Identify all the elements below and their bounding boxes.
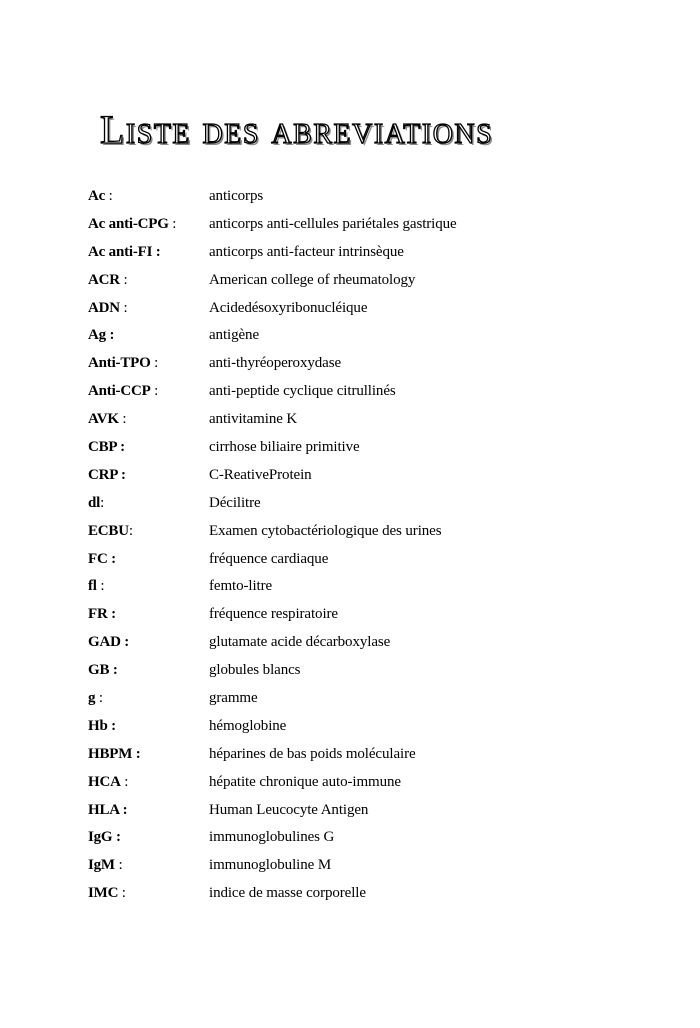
abbreviation-term: Ac anti-FI : bbox=[88, 243, 161, 260]
abbreviation-term: Anti-TPO : bbox=[88, 355, 159, 372]
abbreviation-term: Ag : bbox=[88, 327, 115, 344]
abbreviation-definition: fréquence respiratoire bbox=[209, 606, 338, 623]
abbreviation-definition: femto-litre bbox=[209, 578, 273, 595]
abbreviation-row bbox=[88, 628, 648, 656]
abbreviation-term: g : bbox=[88, 690, 103, 707]
abbreviation-term: FR : bbox=[88, 606, 116, 623]
abbreviation-separator: : bbox=[118, 885, 126, 902]
abbreviation-separator: : bbox=[96, 578, 105, 595]
abbreviation-term: ECBU: bbox=[88, 522, 133, 539]
abbreviation-row bbox=[88, 545, 648, 573]
abbreviation-definition: indice de masse corporelle bbox=[209, 885, 366, 902]
abbreviation-row bbox=[88, 823, 648, 851]
abbreviation-term: GAD : bbox=[88, 634, 130, 651]
abbreviation-definition: immunoglobulines G bbox=[209, 829, 335, 846]
abbreviation-definition: globules blancs bbox=[209, 662, 301, 679]
abbreviation-definition: fréquence cardiaque bbox=[209, 550, 329, 567]
abbreviation-definition: Human Leucocyte Antigen bbox=[209, 801, 369, 818]
abbreviation-row bbox=[88, 740, 648, 768]
abbreviation-definition: anti-peptide cyclique citrullinés bbox=[209, 383, 396, 400]
abbreviation-separator: : bbox=[119, 271, 128, 288]
abbreviation-separator: : bbox=[168, 215, 177, 232]
abbreviation-row bbox=[88, 712, 648, 740]
abbreviation-row bbox=[88, 321, 648, 349]
abbreviation-term: HCA : bbox=[88, 773, 129, 790]
abbreviation-definition: anticorps bbox=[209, 188, 264, 204]
abbreviation-definition: Décilitre bbox=[209, 494, 261, 511]
abbreviation-term: GB : bbox=[88, 662, 118, 679]
abbreviation-row bbox=[88, 796, 648, 824]
abbreviation-row bbox=[88, 377, 648, 405]
abbreviation-term: HLA : bbox=[88, 801, 128, 818]
abbreviation-definition: hépatite chronique auto-immune bbox=[209, 773, 401, 790]
abbreviation-row bbox=[88, 600, 648, 628]
abbreviation-row bbox=[88, 294, 648, 322]
abbreviation-row bbox=[88, 489, 648, 517]
abbreviation-term: Ac : bbox=[88, 188, 113, 204]
abbreviation-definition: C-ReativeProtein bbox=[209, 466, 312, 483]
abbreviation-row bbox=[88, 851, 648, 879]
abbreviation-term: Ac anti-CPG : bbox=[88, 215, 177, 232]
abbreviation-term: fl : bbox=[88, 578, 105, 595]
abbreviation-term: AVK : bbox=[88, 411, 127, 428]
abbreviation-row bbox=[88, 879, 648, 907]
abbreviation-definition: anti-thyréoperoxydase bbox=[209, 355, 342, 372]
abbreviation-row bbox=[88, 768, 648, 796]
abbreviation-definition: gramme bbox=[209, 690, 258, 707]
abbreviation-definition: Acidedésoxyribonucléique bbox=[209, 299, 368, 316]
abbreviation-term: dl: bbox=[88, 494, 105, 511]
abbreviation-row bbox=[88, 182, 648, 210]
abbreviation-row bbox=[88, 461, 648, 489]
abbreviation-definition: héparines de bas poids moléculaire bbox=[209, 745, 416, 762]
abbreviation-row bbox=[88, 210, 648, 238]
abbreviation-definition: immunoglobuline M bbox=[209, 857, 332, 874]
abbreviation-separator: : bbox=[150, 355, 159, 372]
abbreviation-separator: : bbox=[120, 773, 129, 790]
abbreviation-term: CBP : bbox=[88, 439, 125, 456]
abbreviation-term: ACR : bbox=[88, 271, 128, 288]
abbreviation-term: FC : bbox=[88, 550, 116, 567]
abbreviation-separator: : bbox=[119, 299, 128, 316]
abbreviation-separator: : bbox=[114, 857, 123, 874]
abbreviation-definition: American college of rheumatology bbox=[209, 271, 416, 288]
abbreviation-separator: : bbox=[118, 411, 127, 428]
abbreviation-list bbox=[88, 182, 648, 907]
abbreviation-term: ADN : bbox=[88, 299, 128, 316]
abbreviation-definition: antivitamine K bbox=[209, 411, 298, 428]
abbreviation-term: IgG : bbox=[88, 829, 121, 846]
abbreviation-separator: : bbox=[150, 383, 159, 400]
abbreviation-definition: anticorps anti-cellules pariétales gastrique bbox=[209, 215, 457, 232]
abbreviation-row bbox=[88, 266, 648, 294]
abbreviation-row bbox=[88, 433, 648, 461]
abbreviation-row bbox=[88, 572, 648, 600]
abbreviation-row bbox=[88, 349, 648, 377]
abbreviation-row bbox=[88, 405, 648, 433]
abbreviation-row bbox=[88, 517, 648, 545]
abbreviation-definition: antigène bbox=[209, 327, 260, 344]
abbreviation-definition: hémoglobine bbox=[209, 717, 287, 734]
page-title: Liste des abreviations bbox=[100, 107, 494, 152]
abbreviation-definition: anticorps anti-facteur intrinsèque bbox=[209, 243, 404, 260]
abbreviation-row bbox=[88, 684, 648, 712]
abbreviation-definition: glutamate acide décarboxylase bbox=[209, 634, 391, 651]
abbreviation-separator: : bbox=[128, 522, 133, 539]
abbreviation-term: Hb : bbox=[88, 717, 116, 734]
abbreviation-definition: cirrhose biliaire primitive bbox=[209, 439, 360, 456]
abbreviation-term: CRP : bbox=[88, 466, 126, 483]
abbreviation-term: HBPM : bbox=[88, 745, 141, 762]
abbreviation-row bbox=[88, 238, 648, 266]
abbreviation-term: IgM : bbox=[88, 857, 123, 874]
abbreviation-separator: : bbox=[100, 494, 105, 511]
abbreviation-separator: : bbox=[95, 690, 103, 707]
abbreviation-separator: : bbox=[105, 188, 113, 204]
abbreviation-term: Anti-CCP : bbox=[88, 383, 159, 400]
abbreviation-definition: Examen cytobactériologique des urines bbox=[209, 522, 442, 539]
abbreviation-term: IMC : bbox=[88, 885, 126, 902]
abbreviation-row bbox=[88, 656, 648, 684]
